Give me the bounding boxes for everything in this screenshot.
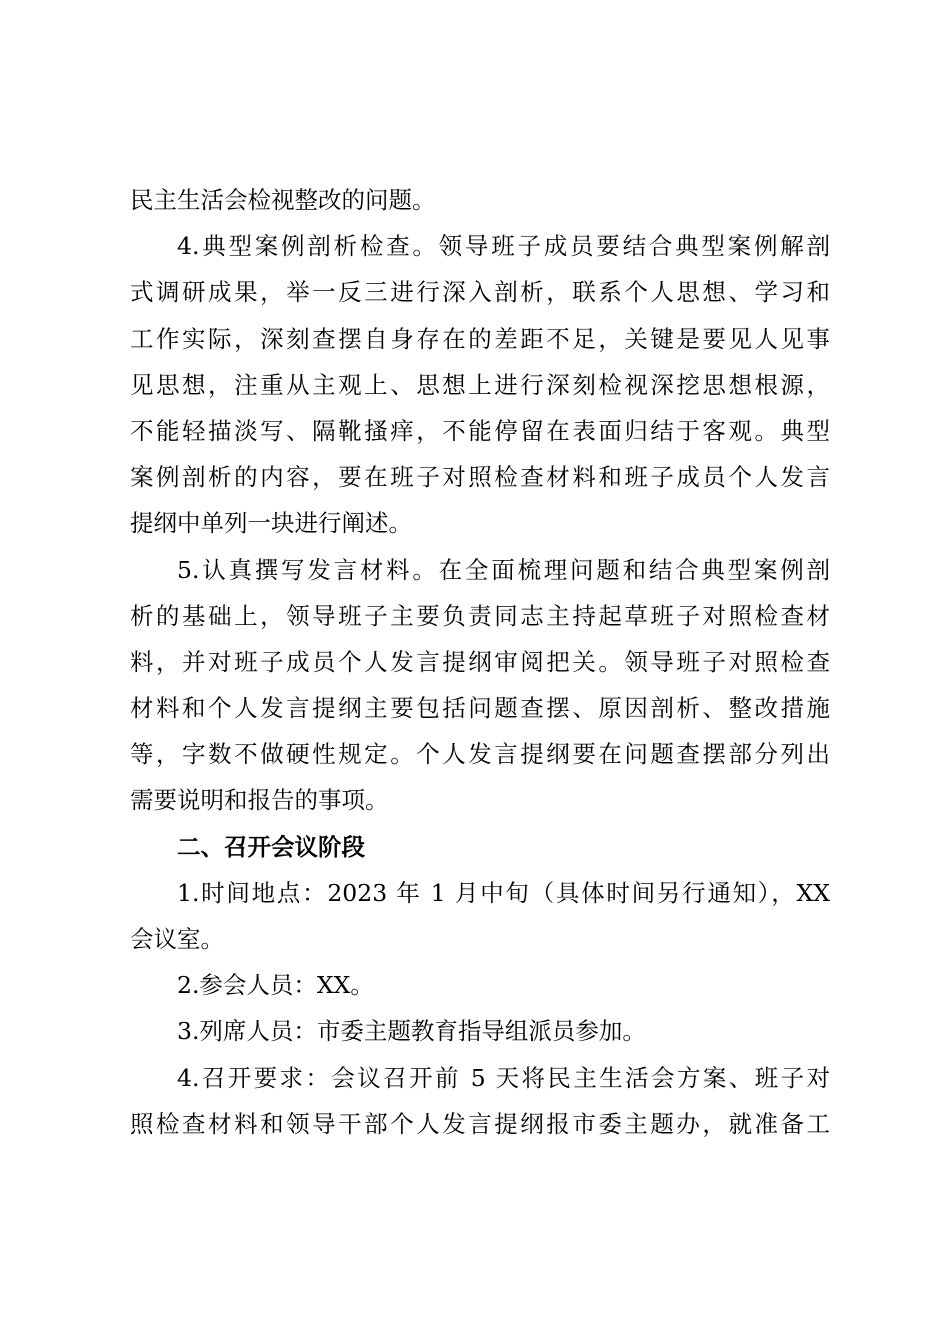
text-line: 析的基础上，领导班子主要负责同志主持起草班子对照检查材 [130, 601, 830, 630]
document-page [130, 177, 830, 1147]
text-line: 材料和个人发言提纲主要包括问题查摆、原因剖析、整改措施 [130, 694, 830, 723]
text-line: 照检查材料和领导干部个人发言提纲报市委主题办，就准备工 [130, 1109, 830, 1138]
section-heading: 二、召开会议阶段 [177, 832, 365, 861]
text-line: 等，字数不做硬性规定。个人发言提纲要在问题查摆部分列出 [130, 740, 830, 769]
text-line: 4.典型案例剖析检查。领导班子成员要结合典型案例解剖 [177, 232, 830, 261]
text-line: 工作实际，深刻查摆自身存在的差距不足，关键是要见人见事 [130, 324, 830, 353]
text-line: 2.参会人员：XX。 [177, 971, 374, 1000]
text-line: 3.列席人员：市委主题教育指导组派员参加。 [177, 1017, 646, 1046]
text-line: 式调研成果，举一反三进行深入剖析，联系个人思想、学习和 [130, 278, 830, 307]
text-line: 5.认真撰写发言材料。在全面梳理问题和结合典型案例剖 [177, 555, 830, 584]
text-line: 1.时间地点：2023 年 1 月中旬（具体时间另行通知），XX [177, 878, 830, 907]
text-line: 见思想，注重从主观上、思想上进行深刻检视深挖思想根源， [130, 370, 830, 399]
text-line: 料，并对班子成员个人发言提纲审阅把关。领导班子对照检查 [130, 647, 830, 676]
text-line: 需要说明和报告的事项。 [130, 786, 389, 815]
text-line: 不能轻描淡写、隔靴搔痒，不能停留在表面归结于客观。典型 [130, 416, 830, 445]
text-line: 民主生活会检视整改的问题。 [130, 186, 436, 214]
text-line: 案例剖析的内容，要在班子对照检查材料和班子成员个人发言 [130, 463, 830, 492]
text-line: 提纲中单列一块进行阐述。 [130, 509, 412, 538]
text-line: 会议室。 [130, 925, 224, 953]
text-line: 4.召开要求：会议召开前 5 天将民主生活会方案、班子对 [177, 1063, 830, 1092]
